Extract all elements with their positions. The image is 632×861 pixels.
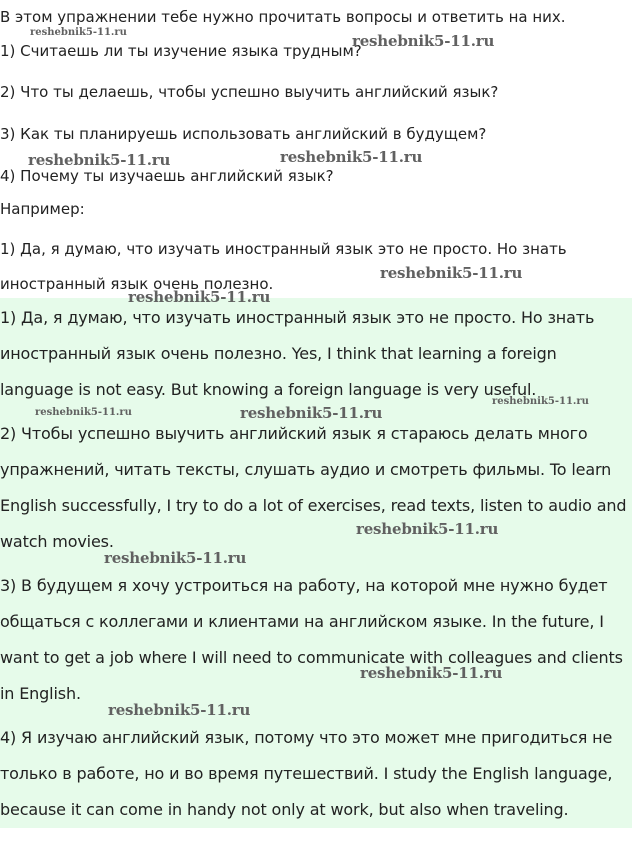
watermark-1: reshebnik5-11.ru <box>30 27 127 38</box>
watermark-12: reshebnik5-11.ru <box>360 664 503 682</box>
answer-2: 2) Чтобы успешно выучить английский язык я стараюсь делать много упражнений, читать тексты, слушать аудио и смотреть фильмы. To learn English successfully, I try to do a lot of exercises, read texts, listen to audio and watch movies. <box>0 424 627 551</box>
example-line-2: иностранный язык очень полезно. <box>0 275 274 293</box>
question-3: 3) Как ты планируешь использовать английский в будущем? <box>0 125 487 143</box>
watermark-11: reshebnik5-11.ru <box>104 549 247 567</box>
example-label: Например: <box>0 200 85 218</box>
example-line-1: 1) Да, я думаю, что изучать иностранный язык это не просто. Но знать <box>0 240 567 258</box>
watermark-4: reshebnik5-11.ru <box>280 148 423 166</box>
question-4: 4) Почему ты изучаешь английский язык? <box>0 167 334 185</box>
watermark-5: reshebnik5-11.ru <box>380 264 523 282</box>
answers-section <box>0 298 632 828</box>
watermark-3: reshebnik5-11.ru <box>28 151 171 169</box>
watermark-13: reshebnik5-11.ru <box>108 701 251 719</box>
watermark-2: reshebnik5-11.ru <box>352 32 495 50</box>
watermark-10: reshebnik5-11.ru <box>356 520 499 538</box>
watermark-7: reshebnik5-11.ru <box>35 407 132 418</box>
question-1: 1) Считаешь ли ты изучение языка трудным? <box>0 42 362 60</box>
answer-4: 4) Я изучаю английский язык, потому что это может мне пригодиться не только в работе, но и во время путешествий. I study the English language, because it can come in handy not only at work, but also when traveling. <box>0 728 613 819</box>
watermark-8: reshebnik5-11.ru <box>240 404 383 422</box>
answer-1: 1) Да, я думаю, что изучать иностранный язык это не просто. Но знать иностранный язык очень полезно. Yes, I think that learning a foreign language is not easy. But knowing a foreign language is very useful. <box>0 308 595 399</box>
question-2: 2) Что ты делаешь, чтобы успешно выучить английский язык? <box>0 83 499 101</box>
watermark-9: reshebnik5-11.ru <box>492 396 589 407</box>
answer-3: 3) В будущем я хочу устроиться на работу, на которой мне нужно будет общаться с коллегами и клиентами на английском языке. In the future, I want to get a job where I will need to communicate with colleagues and clients in English. <box>0 576 623 703</box>
instruction-text: В этом упражнении тебе нужно прочитать вопросы и ответить на них. <box>0 8 566 26</box>
watermark-6: reshebnik5-11.ru <box>128 288 271 306</box>
